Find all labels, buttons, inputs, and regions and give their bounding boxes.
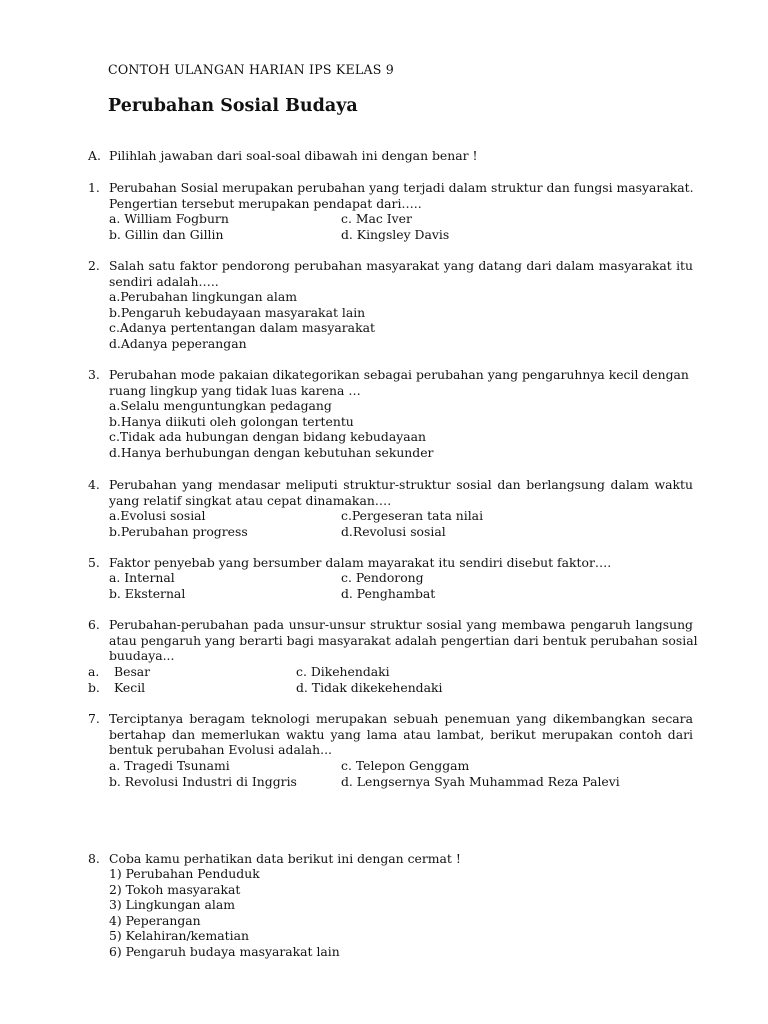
stem-line: ruang lingkup yang tidak luas karena … [109,382,361,398]
option-d: d.Adanya peperangan [109,336,247,351]
stem-line: Coba kamu perhatikan data berikut ini dengan cermat ! [109,851,461,866]
option-b: b.Perubahan progress [109,524,248,539]
option-a: a.Perubahan lingkungan alam [109,289,297,304]
option-a: a. Internal [109,570,175,585]
option-d: d. Tidak dikekehendaki [296,680,443,695]
stem-line: Faktor penyebab yang bersumber dalam mayarakat itu sendiri disebut faktor…. [109,555,612,570]
stem-line: Perubahan Sosial merupakan perubahan yang terjadi dalam struktur dan fungsi masyarakat. [109,180,694,195]
option-d: d.Revolusi sosial [341,524,446,539]
stem-line: atau pengaruh yang berarti bagi masyarakat adalah pengertian dari bentuk perubahan sosial [109,632,698,648]
stem-line: Perubahan-perubahan pada unsur-unsur struktur sosial yang membawa pengaruh langsung [109,617,693,632]
question-number: 8. [88,851,100,866]
question-number: 5. [88,555,100,570]
option-c: c. Mac Iver [341,211,412,226]
option-a: a.Evolusi sosial [109,508,206,523]
section-letter: A. [88,148,101,163]
question-stem [109,851,693,867]
option-b: b. Revolusi Industri di Inggris [109,774,297,789]
stem-line: Terciptanya beragam teknologi merupakan sebuah penemuan yang dikembangkan secara [109,711,693,726]
data-item: 5) Kelahiran/kematian [109,928,249,943]
option-d: d. Penghambat [341,586,436,601]
document-title: Perubahan Sosial Budaya [108,96,358,116]
question-number: 2. [88,258,100,273]
question-stem [109,180,693,211]
option-a: Besar [114,664,151,679]
option-b: Kecil [114,680,146,695]
question-stem [109,367,693,398]
option-c: c. Telepon Genggam [341,758,470,773]
option-a: a. William Fogburn [109,211,229,226]
data-item: 4) Peperangan [109,913,201,928]
section-instruction: Pilihlah jawaban dari soal-soal dibawah ini dengan benar ! [109,148,478,163]
stem-line: Salah satu faktor pendorong perubahan masyarakat yang datang dari dalam masyarakat itu [109,258,693,273]
question-stem [109,555,693,571]
question-number: 6. [88,617,100,632]
stem-line: Perubahan mode pakaian dikategorikan sebagai perubahan yang pengaruhnya kecil dengan [109,367,689,382]
option-d: d. Lengsernya Syah Muhammad Reza Palevi [341,774,620,789]
question-stem [109,477,693,508]
option-a: a. Tragedi Tsunami [109,758,230,773]
option-a-letter: a. [88,664,100,679]
stem-line: sendiri adalah….. [109,273,219,289]
option-a: a.Selalu menguntungkan pedagang [109,398,332,413]
question-number: 3. [88,367,100,382]
option-c: c.Pergeseran tata nilai [341,508,484,523]
option-b-letter: b. [88,680,100,695]
stem-line: bentuk perubahan Evolusi adalah... [109,742,332,758]
option-d: d.Hanya berhubungan dengan kebutuhan sekunder [109,445,434,460]
question-stem [109,711,693,758]
stem-line: buudaya... [109,648,175,664]
data-item: 2) Tokoh masyarakat [109,882,241,897]
option-b: b.Pengaruh kebudayaan masyarakat lain [109,305,366,320]
option-d: d. Kingsley Davis [341,227,450,242]
option-c: c.Tidak ada hubungan dengan bidang kebudayaan [109,429,426,444]
stem-line: Pengertian tersebut merupakan pendapat dari….. [109,195,422,211]
question-number: 1. [88,180,100,195]
question-number: 7. [88,711,100,726]
option-b: b. Gillin dan Gillin [109,227,224,242]
question-stem [109,617,698,664]
stem-line: yang relatif singkat atau cepat dinamakan…. [109,492,392,508]
stem-line: bertahap dan memerlukan waktu yang lama atau lambat, berikut merupakan contoh dari [109,726,693,742]
data-item: 3) Lingkungan alam [109,897,235,912]
document-kicker: CONTOH ULANGAN HARIAN IPS KELAS 9 [108,62,394,77]
question-stem [109,258,693,289]
stem-line: Perubahan yang mendasar meliputi struktur-struktur sosial dan berlangsung dalam waktu [109,477,693,492]
question-number: 4. [88,477,100,492]
option-c: c. Pendorong [341,570,424,585]
option-c: c. Dikehendaki [296,664,390,679]
option-b: b. Eksternal [109,586,186,601]
option-c: c.Adanya pertentangan dalam masyarakat [109,320,375,335]
data-item: 1) Perubahan Penduduk [109,866,260,881]
data-item: 6) Pengaruh budaya masyarakat lain [109,944,340,959]
option-b: b.Hanya diikuti oleh golongan tertentu [109,414,354,429]
